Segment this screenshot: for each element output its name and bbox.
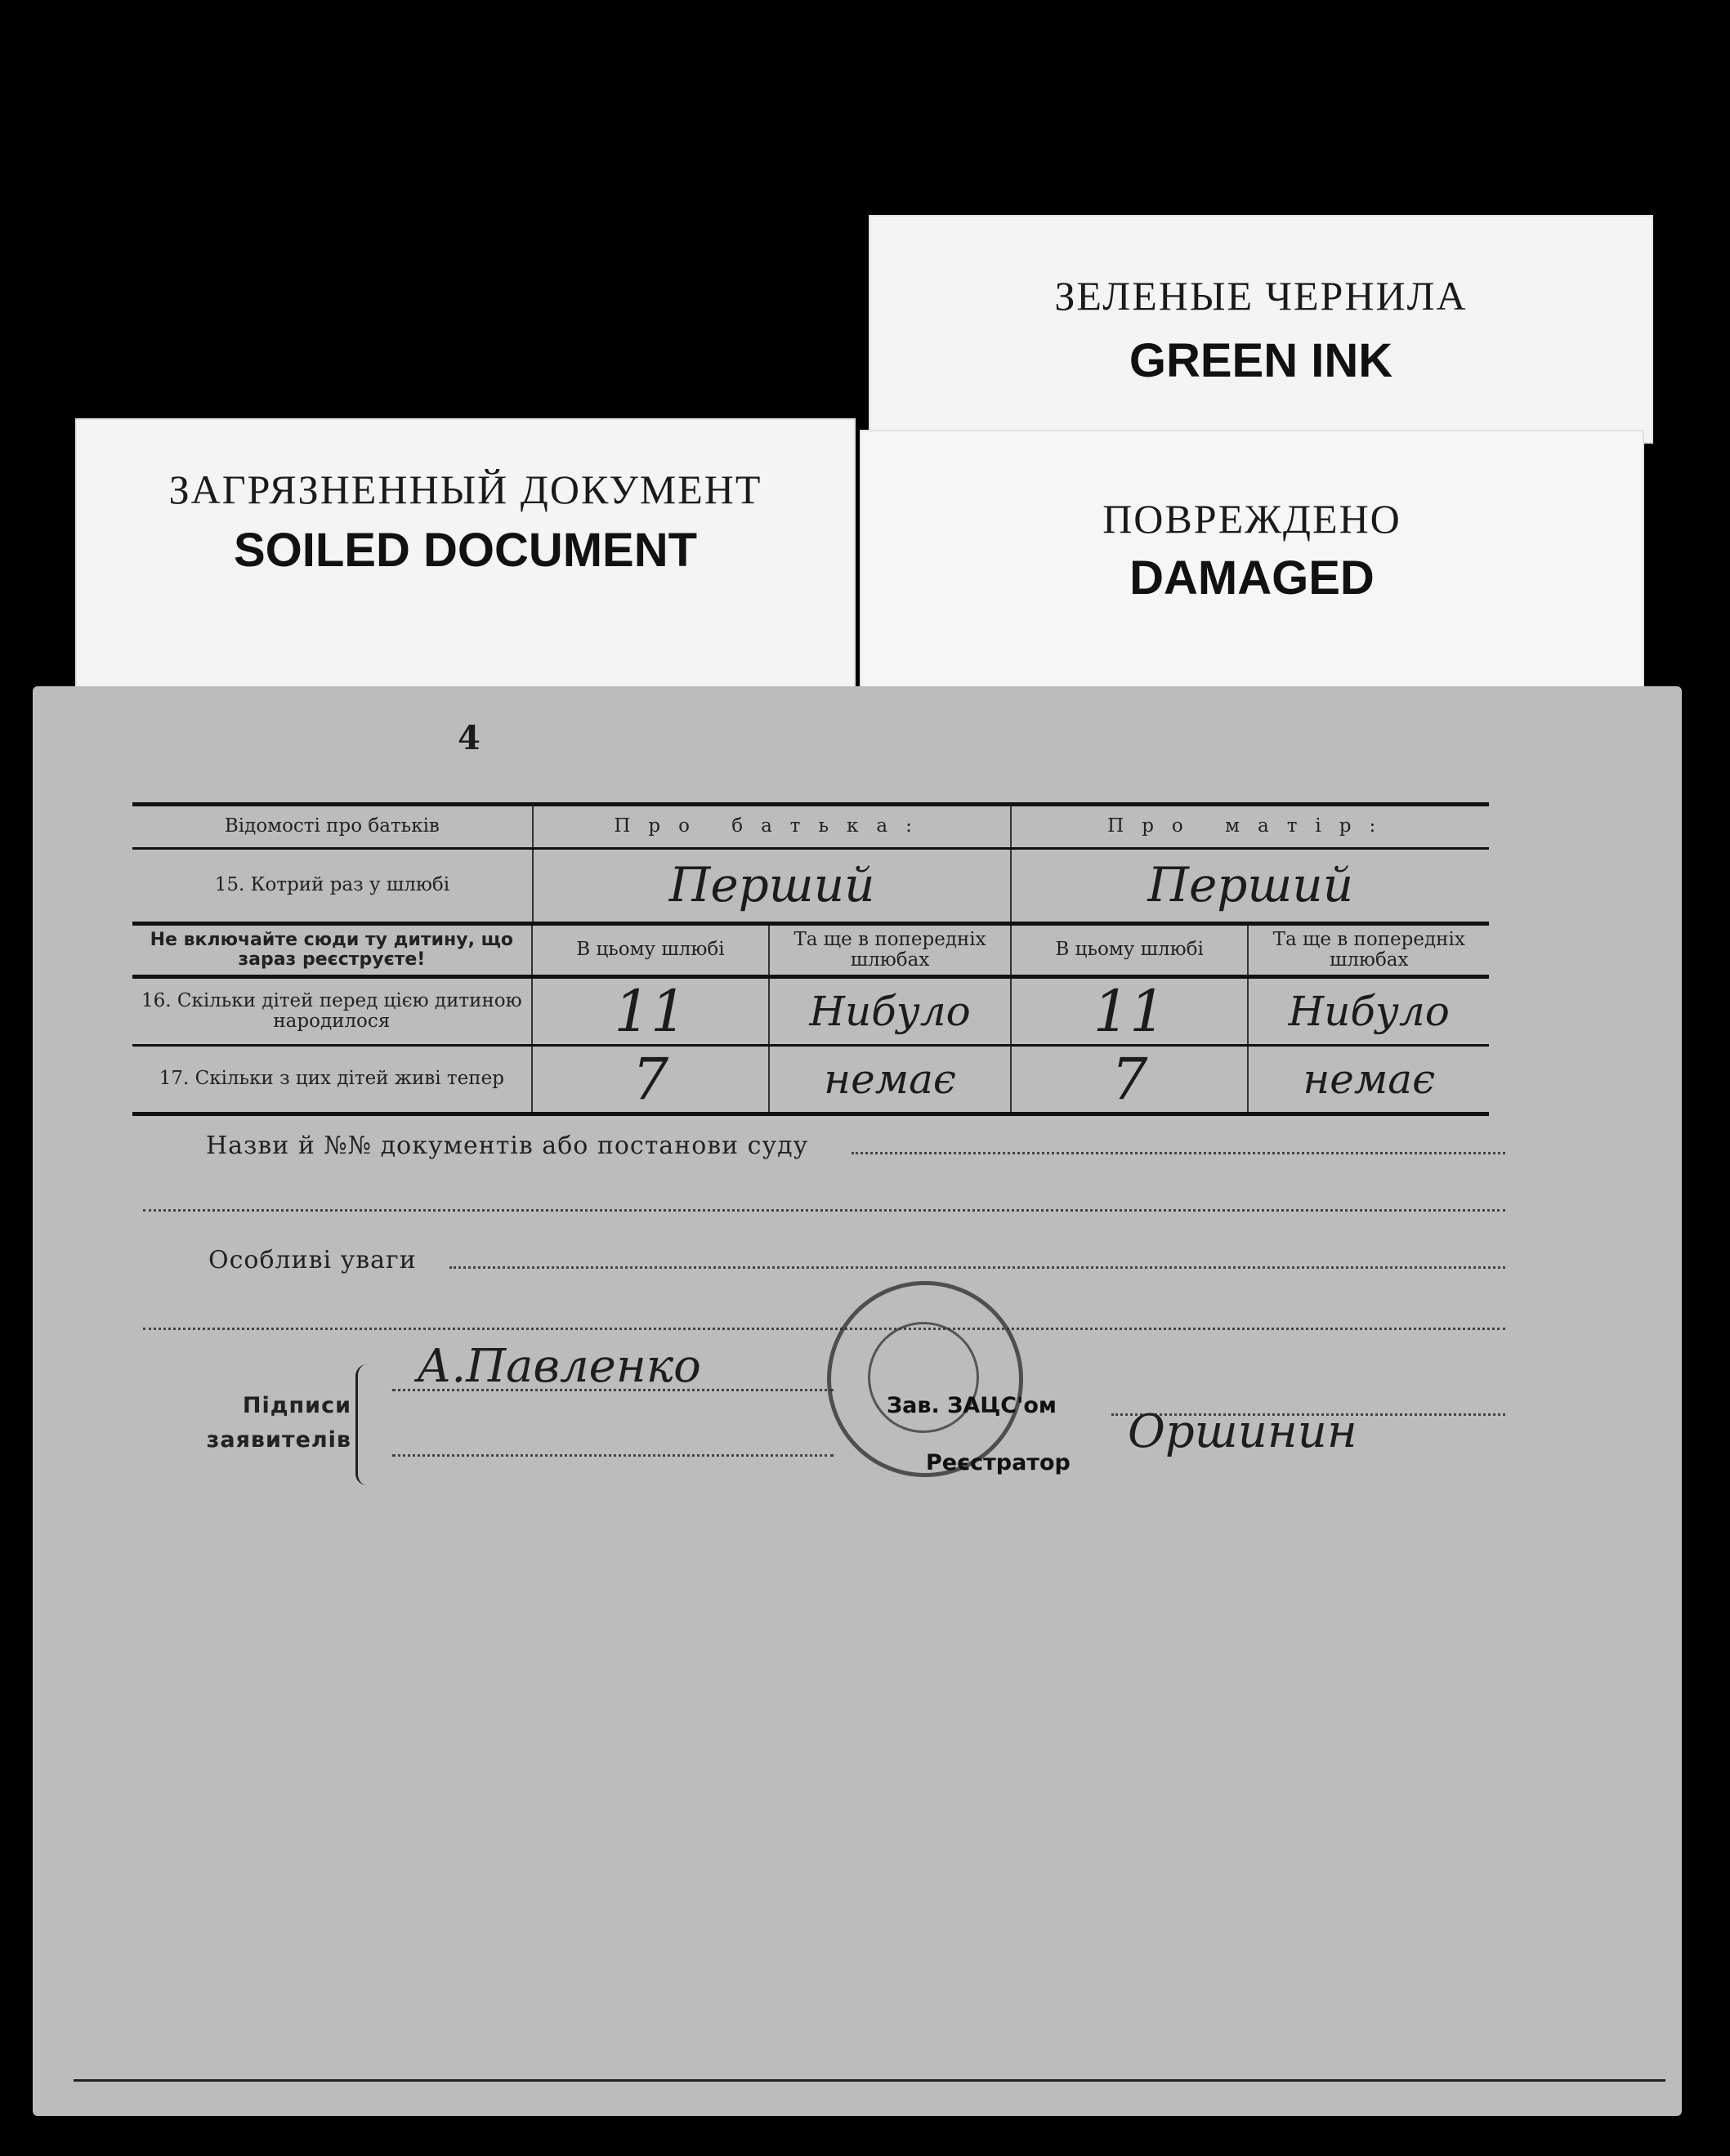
registrar-label: Реєстратор	[926, 1450, 1071, 1475]
remarks-label: Особливі уваги	[208, 1246, 417, 1274]
subheader-father-this-marriage: В цьому шлюбі	[531, 926, 769, 975]
row17-label: 17. Скільки з цих дітей живі тепер	[159, 1068, 504, 1090]
table-header-row	[132, 806, 1489, 847]
header-father: Про батька:	[532, 806, 1011, 847]
subheader-mother-this-marriage: В цьому шлюбі	[1010, 926, 1248, 975]
row16-label: 16. Скільки дітей перед цією дитиною народилося	[141, 989, 522, 1032]
row17-father-prev: немає	[768, 1047, 1010, 1112]
signatures-brace	[355, 1364, 371, 1485]
damaged-label-ru: ПОВРЕЖДЕНО	[1102, 496, 1401, 542]
row-16	[132, 975, 1489, 1044]
soiled-label-ru: ЗАГРЯЗНЕННЫЙ ДОКУМЕНТ	[168, 466, 762, 512]
subheader-mother-prev-marriages: Та ще в попередніх шлюбах	[1247, 926, 1489, 975]
damaged-label-card	[860, 430, 1644, 688]
subheader-row	[132, 922, 1489, 975]
damaged-label-en: DAMAGED	[1129, 551, 1375, 605]
row15-father-value: Перший	[532, 850, 1011, 922]
row17-mother-this: 7	[1010, 1047, 1248, 1112]
head-label: Зав. ЗАЦС'ом	[887, 1393, 1057, 1418]
row17-mother-prev: немає	[1247, 1047, 1489, 1112]
subheader-father-prev-marriages: Та ще в попередніх шлюбах	[768, 926, 1010, 975]
header-parents-info: Відомості про батьків	[224, 815, 440, 837]
documents-label: Назви й №№ документів або постанови суду	[206, 1132, 809, 1160]
bottom-rule	[74, 2079, 1665, 2082]
page-number: 4	[458, 719, 481, 757]
green-ink-label-en: GREEN INK	[1129, 334, 1393, 387]
row15-mother-value: Перший	[1010, 850, 1489, 922]
subheader-note: Не включайте сюди ту дитину, що зараз реєструєте!	[150, 929, 514, 970]
documents-dotted-line-2	[143, 1209, 1505, 1212]
applicant-signature: А.Павленко	[417, 1340, 701, 1393]
row16-father-prev: Нибуло	[768, 979, 1010, 1044]
row16-mother-prev: Нибуло	[1247, 979, 1489, 1044]
row15-label: 15. Котрий раз у шлюбі	[214, 874, 450, 896]
row-17	[132, 1044, 1489, 1112]
row-15	[132, 847, 1489, 922]
soiled-document-label-card	[75, 418, 856, 688]
soiled-label-en: SOILED DOCUMENT	[233, 524, 698, 577]
remarks-dotted-line-2	[143, 1328, 1505, 1330]
signatures-label: Підписи заявителів	[206, 1393, 351, 1453]
row16-mother-this: 11	[1010, 979, 1248, 1044]
document-sheet	[33, 686, 1682, 2116]
registrar-signature: Оршинин	[1128, 1405, 1357, 1458]
documents-dotted-line	[852, 1152, 1505, 1154]
row17-father-this: 7	[531, 1047, 769, 1112]
green-ink-label-ru: ЗЕЛЕНЫЕ ЧЕРНИЛА	[1054, 273, 1468, 319]
remarks-dotted-line	[449, 1266, 1505, 1269]
row16-father-this: 11	[531, 979, 769, 1044]
applicant-signature-line-2	[392, 1454, 834, 1457]
parents-info-table	[132, 802, 1489, 1116]
header-mother: Про матір:	[1010, 806, 1489, 847]
green-ink-label-card	[869, 215, 1653, 444]
official-stamp	[827, 1281, 1023, 1477]
